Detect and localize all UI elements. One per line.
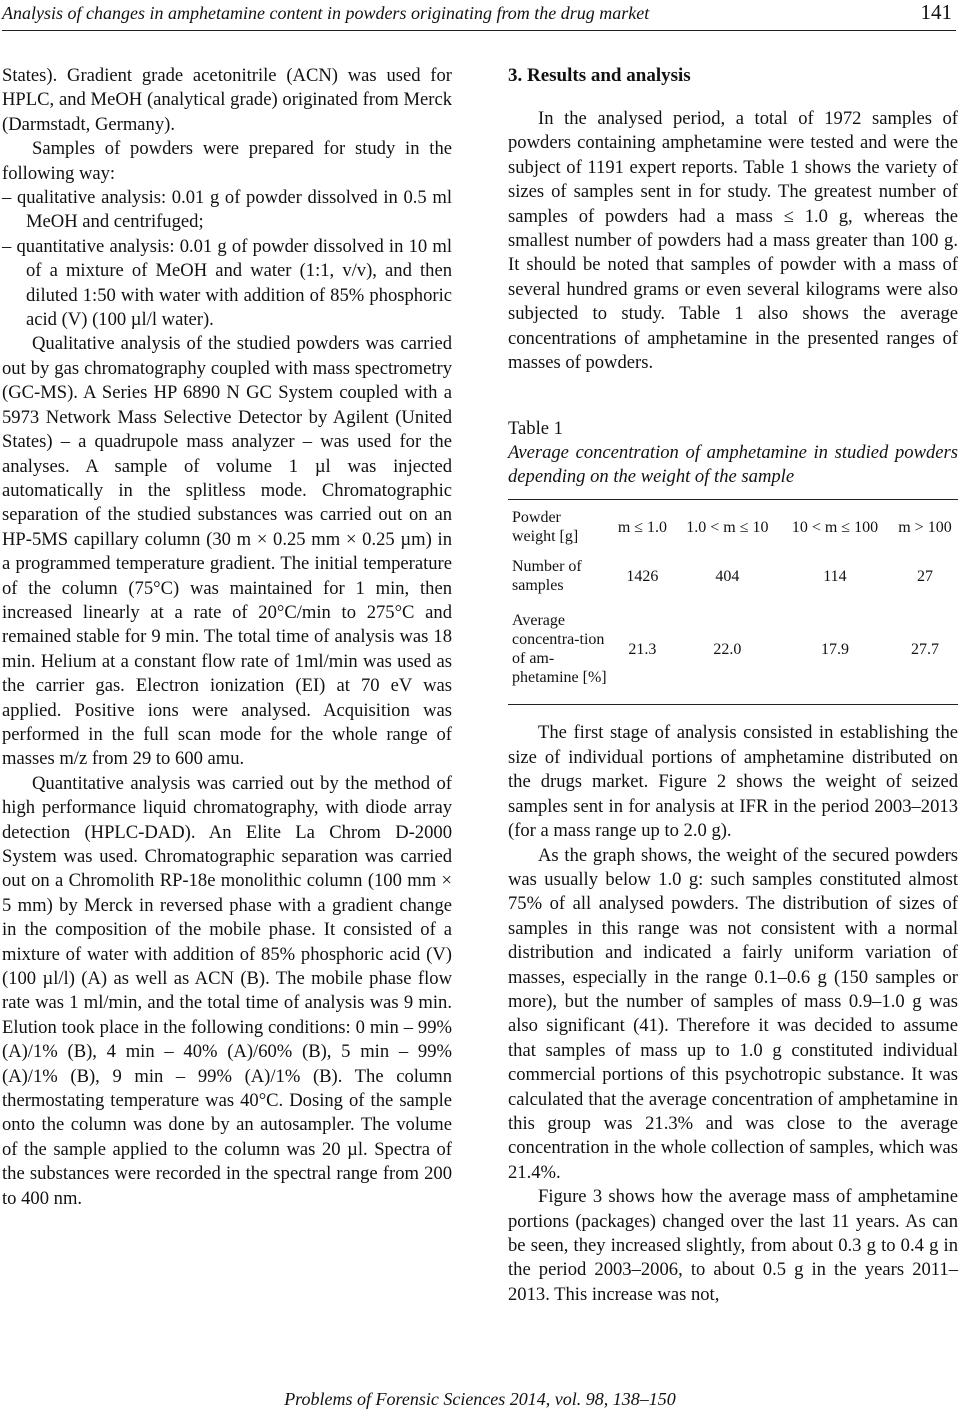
paragraph-figure3: Figure 3 shows how the average mass of amphetamine portions (packages) changed over the last 11 years. As can be seen, they increased slightly, from about 0.3 g to 0.4 g in the period 2003–2006, to about 0.5 g in the years 2011–2013. This increase was not, [508,1186,958,1305]
table-title: Average concentration of amphetamine in studied powders depending on the weight of the sample [508,442,958,488]
right-column [508,64,958,1307]
table-label: Table 1 [508,418,563,440]
results-discussion [508,721,958,1307]
running-header [2,2,956,31]
journal-footer: Problems of Forensic Sciences 2014, vol. 98, 138–150 [284,1389,676,1409]
amphetamine-table [508,499,958,705]
table-row [508,554,958,598]
table-row-label: Powder weight [g] [512,509,579,546]
table-cell: 21.3 [628,640,657,658]
table-column-header: 10 < m ≤ 100 [791,518,879,536]
list-item-qualitative: – qualitative analysis: 0.01 g of powder dissolved in 0.5 ml MeOH and centrifuged; [2,187,452,233]
table-cell: 17.9 [820,640,849,658]
table-row-label: Average concentra-tion of am-phetamine [%] [512,612,607,687]
left-column [2,64,452,1211]
list-item-quantitative: – quantitative analysis: 0.01 g of powder dissolved in 10 ml of a mixture of MeOH and water (1:1, v/v), and then diluted 1:50 with water with addition of 85% phosphoric acid (V) (100 µl/l water). [2,235,452,331]
table-cell: 22.0 [713,640,742,658]
table-cell: 404 [715,567,740,585]
section-heading-results: 3. Results and analysis [508,65,691,86]
table-cell: 1426 [626,567,659,585]
paragraph-materials-end: States). Gradient grade acetonitrile (ACN) was used for HPLC, and MeOH (analytical grade) originated from Merck (Darmstadt, Germany). [2,65,452,135]
table-column-header: 1.0 < m ≤ 10 [686,518,769,536]
paragraph-results-intro: In the analysed period, a total of 1972 samples of powders containing amphetamine were tested and were the subject of 1191 expert reports. Table 1 shows the variety of sizes of samples sent in for study. The greatest number of samples of powders had a mass ≤ 1.0 g, whereas the smallest number of powders had a mass greater than 100 g. It should be noted that samples of powder with a mass of several hundred grams or even several kilograms were also subjected to study. Table 1 also shows the average concentrations of amphetamine in the presented ranges of masses of powders. [508,108,958,374]
paragraph-sample-prep-intro: Samples of powders were prepared for study in the following way: [2,138,452,184]
table-column-header: m > 100 [898,518,952,536]
paragraph-first-stage: The first stage of analysis consisted in establishing the size of individual portions of amphetamine distributed on the drugs market. Figure 2 shows the weight of seized samples sent in for analysis at IFR in the period 2003–2013 (for a mass range up to 2.0 g). [508,722,958,842]
paragraph-gc-ms-method: Qualitative analysis of the studied powders was carried out by gas chromatography coupled with mass spectrometry (GC-MS). A Series HP 6890 N GC System coupled with a 5973 Network Mass Selective Detector by Agilent (United States) – a quadrupole mass analyzer – was used for the analyses. A sample of volume 1 µl was injected automatically in the splitless mode. Chromatographic separation of the studied substances was carried out on an HP-5MS capillary column (30 m × 0.25 mm × 0.25 µm) in a programmed temperature gradient. The initial temperature of the column (75°C) was maintained for 1 min, then increased linearly at a rate of 20°C/min to 275°C and remained stable for 9 min. The total time of analysis was 18 min. Helium at a constant flow rate of 1ml/min was used as the carrier gas. Electron ionization (EI) at 70 eV was applied. Positive ions were analysed. Acquisition was performed in the full scan mode for the whole range of masses m/z from 29 to 600 amu. [2,333,452,770]
running-header-title: Analysis of changes in amphetamine content in powders originating from the drug market [2,3,650,23]
paragraph-graph-discussion: As the graph shows, the weight of the secured powders was usually below 1.0 g: such samples constituted almost 75% of all analysed powders. The distribution of sizes of samples in this range was not consistent with a normal distribution and indicated a fairly uniform variation of masses, especially in the range 0.1–0.6 g (150 samples or more), but the number of samples of mass 0.9–1.0 g was also significant (41). Therefore it was decided to assume that samples of mass up to 1.0 g constituted individual commercial portions of this psychotropic substance. It was calculated that the average concentration of amphetamine in this group was 21.3% and was close to the average concentration in the whole collection of samples, which was 21.4%. [508,844,958,1183]
table-column-header: m ≤ 1.0 [617,518,668,536]
table-cell: 114 [823,567,847,585]
table-header-row [508,500,958,555]
table-row [508,598,958,705]
page-number: 141 [920,0,952,24]
table-row-label: Number of samples [512,558,582,595]
table-caption [508,417,958,489]
table-cell: 27 [916,567,933,585]
table-cell: 27.7 [910,640,939,658]
paragraph-hplc-method: Quantitative analysis was carried out by the method of high performance liquid chromatography, with diode array detection (HPLC-DAD). An Elite La Chrom D-2000 System was used. Chromatographic separation was carried out on a Chromolith RP-18e monolithic column (100 mm × 5 mm) by Merck in reversed phase with a gradient change in the composition of the mobile phase. It consisted of a mixture of water with addition of 85% phosphoric acid (V) (100 µl/l) (A) as well as ACN (B). The mobile phase flow rate was 1 ml/min, and the total time of analysis was 9 min. Elution took place in the following conditions: 0 min – 99% (A)/1% (B), 4 min – 40% (A)/60% (B), 5 min – 99% (A)/1% (B), 9 min – 99% (A)/1% (B). The column thermostating temperature was 40°C. Dosing of the sample onto the column was done by an autosampler. The volume of the sample applied to the column was 20 µl. Spectra of the substances were recorded in the spectral range from 200 to 400 nm. [2,772,452,1209]
